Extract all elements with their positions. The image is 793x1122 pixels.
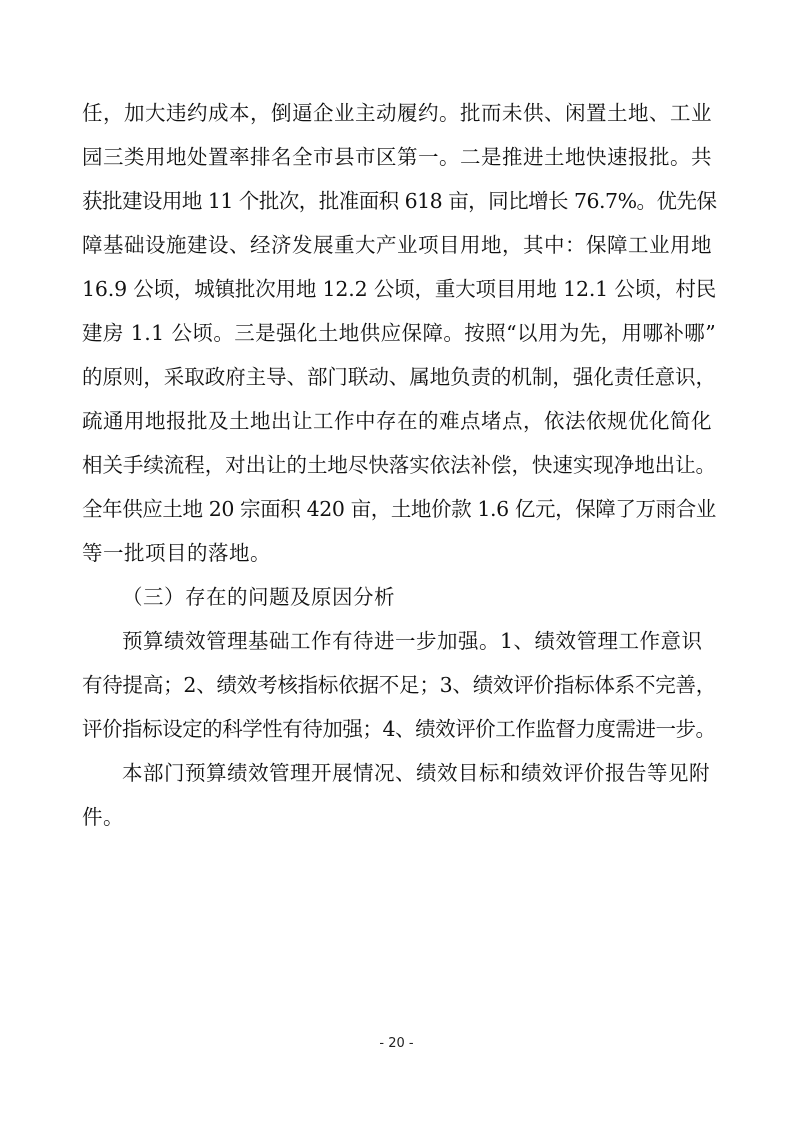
- paragraph-line: 等一批项目的落地。: [82, 541, 271, 565]
- paragraph-line: 相关手续流程，对出让的土地尽快落实依法补偿，快速实现净地出让。: [82, 453, 716, 477]
- paragraph-line: 全年供应土地 20 宗面积 420 亩，土地价款 1.6 亿元，保障了万雨合业: [82, 497, 716, 521]
- paragraph-line: 16.9 公顷，城镇批次用地 12.2 公顷，重大项目用地 12.1 公顷，村民: [82, 277, 717, 301]
- section-heading: （三）存在的问题及原因分析: [122, 585, 395, 609]
- paragraph-line: 件。: [82, 805, 124, 829]
- paragraph-line: 疏通用地报批及土地出让工作中存在的难点堵点，依法依规优化简化: [82, 409, 712, 433]
- paragraph-line: 有待提高；2、绩效考核指标依据不足；3、绩效评价指标体系不完善，: [82, 673, 717, 697]
- paragraph-line: 预算绩效管理基础工作有待进一步加强。1、绩效管理工作意识: [122, 629, 703, 653]
- page-number: - 20 -: [379, 1036, 414, 1051]
- paragraph-line: 本部门预算绩效管理开展情况、绩效目标和绩效评价报告等见附: [122, 761, 710, 785]
- paragraph-line: 园三类用地处置率排名全市县市区第一。二是推进土地快速报批。共: [82, 145, 712, 169]
- paragraph-line: 障基础设施建设、经济发展重大产业项目用地，其中：保障工业用地: [82, 233, 712, 257]
- paragraph-line: 任，加大违约成本，倒逼企业主动履约。批而未供、闲置土地、工业: [82, 101, 712, 125]
- paragraph-line: 的原则，采取政府主导、部门联动、属地负责的机制，强化责任意识，: [82, 365, 716, 389]
- paragraph-line: 获批建设用地 11 个批次，批准面积 618 亩，同比增长 76.7%。优先保: [82, 189, 717, 213]
- paragraph-line: 评价指标设定的科学性有待加强；4、绩效评价工作监督力度需进一步。: [82, 717, 716, 741]
- paragraph-line: 建房 1.1 公顷。三是强化土地供应保障。按照“以用为先，用哪补哪”: [82, 321, 717, 345]
